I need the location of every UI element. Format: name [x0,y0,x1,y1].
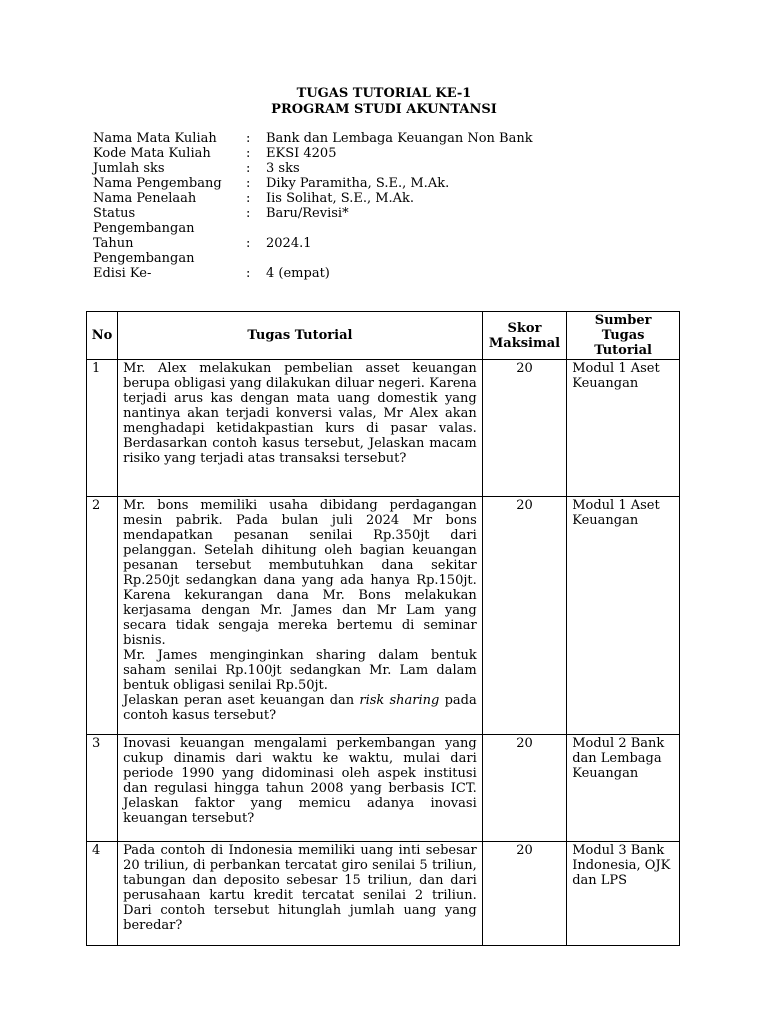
task-paragraph [123,693,477,723]
table-row [87,497,680,735]
info-colon: : [246,191,251,206]
course-info [93,131,566,281]
info-value: EKSI 4205 [266,146,337,161]
document-title: TUGAS TUTORIAL KE-1 [296,86,472,101]
row-task: Inovasi keuangan mengalami perkembangan yang cukup dinamis dari waktu ke waktu, mulai dari periode 1990 yang didominasi oleh aspek institusi dan regulasi hingga tahun 2008 yang berbasis ICT. Jelaskan faktor yang memicu adanya inovasi keuangan tersebut? [118,735,483,842]
info-label: Kode Mata Kuliah [93,146,211,161]
info-label-line: Tahun [93,236,134,251]
row-source: Modul 1 Aset Keuangan [567,497,680,735]
table-row [87,842,680,946]
info-row-developer [93,176,566,191]
info-row-status [93,206,566,236]
row-no: 3 [87,735,118,842]
table-row [87,735,680,842]
info-row-year [93,236,566,266]
info-label: Jumlah sks [93,161,165,176]
info-colon: : [246,176,251,191]
header-score: Skor Maksimal [482,312,566,360]
task-emphasis: risk sharing [359,693,440,708]
info-label [93,236,246,266]
task-text: Jelaskan peran aset keuangan dan [123,693,360,708]
row-source: Modul 1 Aset Keuangan [567,360,680,497]
header-no: No [87,312,118,360]
info-row-credits [93,161,566,176]
info-row-reviewer [93,191,566,206]
info-colon: : [246,206,251,221]
row-task: Mr. Alex melakukan pembelian asset keuangan berupa obligasi yang dilakukan diluar negeri. Karena terjadi arus kas dengan mata uang domestik yang nantinya akan terjadi konversi valas, Mr Alex akan menghadapi ketidakpastian kurs di pasar valas. Berdasarkan contoh kasus tersebut, Jelaskan macam risiko yang terjadi atas transaksi tersebut? [118,360,483,497]
info-value: 3 sks [266,161,300,176]
task-paragraph: Mr. James menginginkan sharing dalam bentuk saham senilai Rp.100jt sedangkan Mr. Lam dalam bentuk obligasi senilai Rp.50jt. [123,648,477,693]
info-label-line: Pengembangan [93,251,195,266]
task-text: pada contoh kasus tersebut? [123,693,477,723]
info-label: Edisi Ke- [93,266,152,281]
info-colon: : [246,131,251,146]
info-label: Nama Pengembang [93,176,222,191]
row-no: 1 [87,360,118,497]
row-task [118,497,483,735]
info-label: Nama Mata Kuliah [93,131,217,146]
info-value: Iis Solihat, S.E., M.Ak. [266,191,415,206]
info-row-course-code [93,146,566,161]
tutorial-tasks-table [86,311,680,946]
row-no: 2 [87,497,118,735]
row-task: Pada contoh di Indonesia memiliki uang inti sebesar 20 triliun, di perbankan tercatat giro senilai 5 triliun, tabungan dan deposito sebesar 15 triliun, dan dari perusahaan kartu kredit tercatat senilai 2 triliun. Dari contoh tersebut hitunglah jumlah uang yang beredar? [118,842,483,946]
row-source: Modul 2 Bank dan Lembaga Keuangan [567,735,680,842]
info-label: Nama Penelaah [93,191,197,206]
info-colon: : [246,161,251,176]
info-value: Bank dan Lembaga Keuangan Non Bank [266,131,533,146]
info-value: 4 (empat) [266,266,330,281]
row-score: 20 [482,497,566,735]
info-colon: : [246,236,251,251]
info-value: Baru/Revisi* [266,206,349,221]
header-task: Tugas Tutorial [118,312,483,360]
info-value: 2024.1 [266,236,312,251]
info-colon: : [246,146,251,161]
row-source: Modul 3 Bank Indonesia, OJK dan LPS [567,842,680,946]
document-subtitle: PROGRAM STUDI AKUNTANSI [271,102,497,117]
task-paragraph: Mr. bons memiliki usaha dibidang perdagangan mesin pabrik. Pada bulan juli 2024 Mr bons mendapatkan pesanan senilai Rp.350jt dari pelanggan. Setelah dihitung oleh bagian keuangan pesanan tersebut membutuhkan dana sekitar Rp.250jt sedangkan dana yang ada hanya Rp.150jt. Karena kekurangan dana Mr. Bons melakukan kerjasama dengan Mr. James dan Mr Lam yang secara tidak sengaja mereka bertemu di seminar bisnis. [123,498,477,648]
info-label-line: Status [93,206,136,221]
row-no: 4 [87,842,118,946]
header-source: Sumber Tugas Tutorial [567,312,680,360]
table-row [87,360,680,497]
info-value: Diky Paramitha, S.E., M.Ak. [266,176,450,191]
info-label-line: Pengembangan [93,221,195,236]
info-row-course-name [93,131,566,146]
info-row-edition [93,266,566,281]
table-header-row [87,312,680,360]
info-label [93,206,246,236]
row-score: 20 [482,735,566,842]
info-colon: : [246,266,251,281]
row-score: 20 [482,360,566,497]
row-score: 20 [482,842,566,946]
